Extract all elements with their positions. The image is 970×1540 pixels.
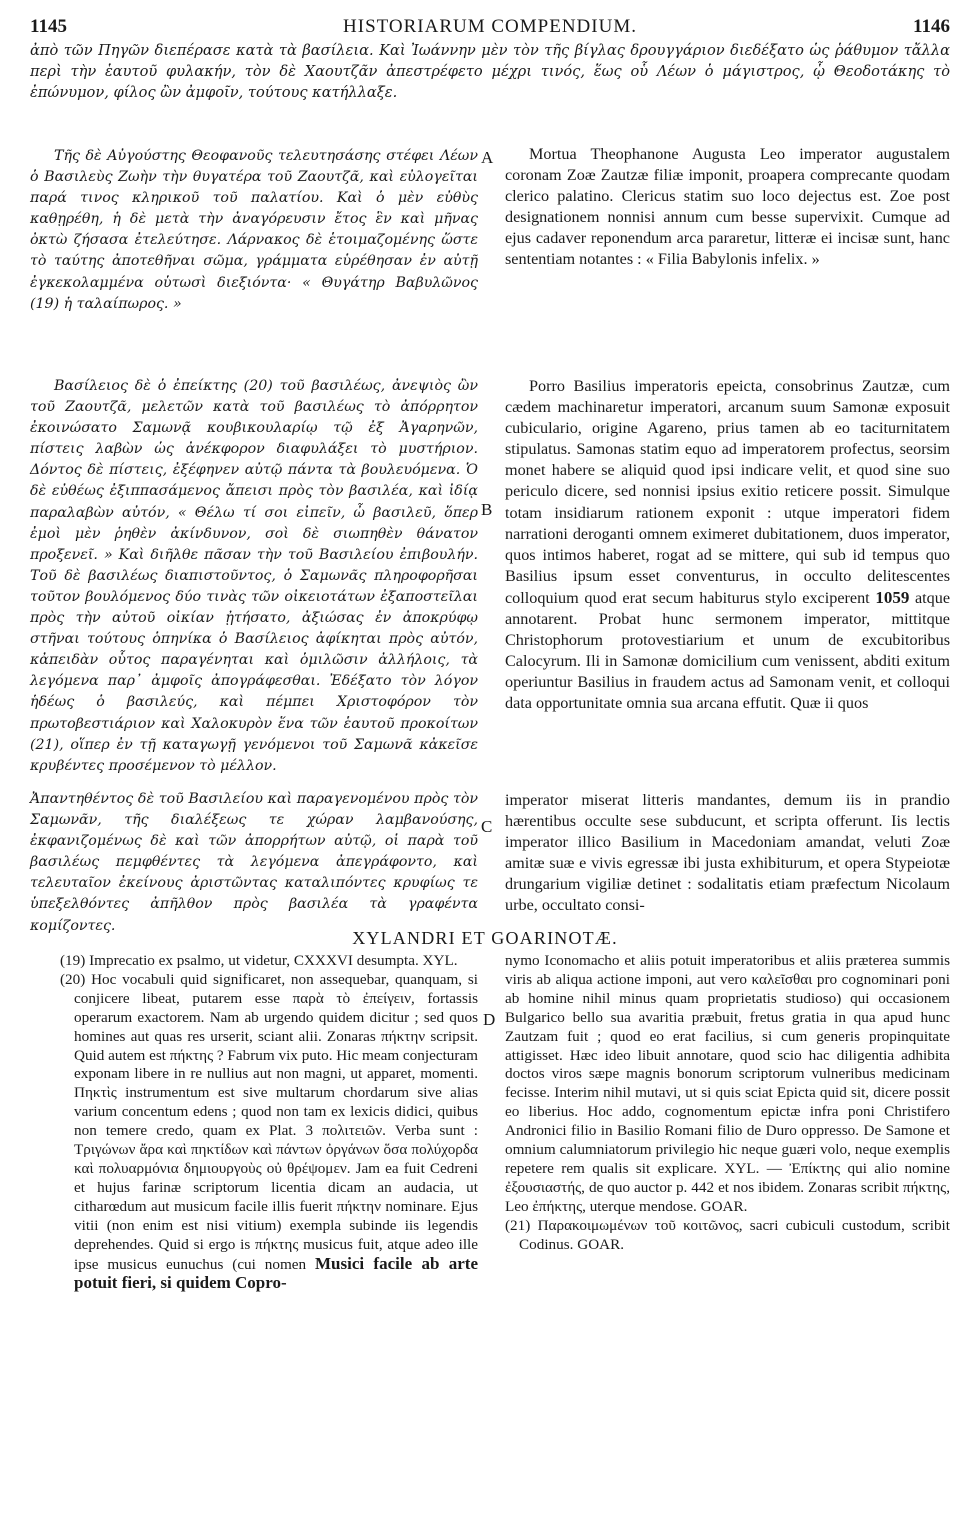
column-number-marker: 1059 [875, 587, 910, 607]
margin-letter-d: D [483, 1010, 496, 1029]
notes-right-column [505, 952, 950, 1255]
margin-letter-c: C [481, 817, 493, 836]
margin-letter-a: A [481, 148, 494, 167]
opening-greek-paragraph: ἀπὸ τῶν Πηγῶν διεπέρασε κατὰ τὰ βασίλεια. Καὶ Ἰωάννην μὲν τὸν τῆς βίγλας δρουγγάριον διεδέξατο ὡς ῥάθυμον τἄλλα περὶ τὴν ἑαυτοῦ φυλακήν, τὸν δὲ Χαουτζᾶν ἀπεστρέφετο μέχρι τινός, ἕως οὗ Λέων ὁ μάγιστρος, ᾧ Θεοδοτάκης τὸ ἐπώνυμον, φίλος ὢν ἀμφοῖν, τούτους κατήλλαξε. [30, 42, 950, 101]
footnote-19: (19) Imprecatio ex psalmo, ut videtur, CXXXVI desumpta. XYL. [60, 952, 458, 969]
latin-column-section-b [505, 376, 950, 715]
latin-text-b-part1: Porro Basilius imperatoris epeicta, consobrinus Zautzæ, cum cædem machinaretur imperatori, arcanum suum Samonæ exposuit cubiculario, origine Agareno, prius tamen ab eo taciturnitatem stipulatus. Samonas statim equo ad imperatorem profectus, seorsim monet habere se aliquid quod ipsi indicare velit, et quod sine suo periculo dicere, sed nonnisi ipsius exitio reticere possit. Simulque totam insidiarum rationem exponit : utque imperatori fidem narrationi deroganti omnem eximeret dubitationem, duos imperator, quos intimos haberet, rogat ad se mittere, qui sub id tempus quo Basilius ipsum esset conventurus, in occulto delitescentes colloquium quod erat secum habiturus stylo exciperent [505, 377, 950, 607]
latin-column-section-a: Mortua Theophanone Augusta Leo imperator augustalem coronam Zoæ Zautzæ filiæ imponit, proapera comprecante quodam clerico palatino. Clericus statim suo loco dejectus est. Zoe post designationem nonnisi annum cum besse supervixit. Cumque ad ejus cadaver reponendum arca pararetur, litteræ ei incisæ sunt, hanc sententiam notantes : « Filia Babylonis infelix. » [505, 145, 950, 269]
footnote-21: (21) Παρακοιμωμένων τοῦ κοιτῶνος, sacri cubiculi custodum, scribit Codinus. GOAR. [505, 1216, 950, 1253]
notes-heading: XYLANDRI ET GOARINOTÆ. [352, 928, 618, 948]
latin-text-b-part2: atque annotarent. Probat hunc sermonem imperator, mittitque Christophorum protovestiarium et unum de excubitoribus Calocyrum. Ili in Samonæ domicilium cum venissent, abditi exitum operiuntur Basilius in fraudem actus ad Samonam venit, et colloqui data opportunitate omnia sua arcana effutit. Quæ ii quos [505, 588, 951, 713]
footnote-20: (20) Hoc vocabuli quid significaret, non assequebar, quanquam, si conjicere libeat, putarem esse παρὰ τὸ ἐπείγειν, fortassis operarum exactorem. Nam ab urgendo quidem dicitur ; sed quos homines aut quas res urserit, sciant alii. Zonaras πήκτην scripsit. Quid autem est πήκτης ? Fabrum vix puto. Hic meam conjecturam exponam libere in re nullius aut non magni, ut apparet, momenti. Πηκτὶς instrumentum est sive multarum chordarum sive alias varium concentum edens ; quod non tam ex lexicis didici, quibus non temere credo, quam ex Plat. 3 πολιτειῶν. Verba sunt : Τριγώνων ἄρα καὶ πηκτίδων καὶ πάντων ὀργάνων ὅσα πολύχορδα καὶ πολυαρμόνια δημιουργοὺς οὐ θρέψομεν. Jam ea fuit Cedreni et hujus farinæ scriptorum licentia dicam an audacia, ut citharœdum aut musicum facile illis fuerit πήκτην nominare. Ejus vitii (non enim est nisi vitium) exempla subinde iis legendis deprehendes. Quid si ergo is πήκτης musicus fuit, atque adeo ille ipse musicus eunuchus (cui nomen Musici facile ab arte potuit fieri, si quidem Copro- [60, 970, 479, 1293]
page-number-right: 1146 [913, 16, 950, 37]
footnote-20-bold-line: Musici facile ab arte potuit fieri, si quidem Copro- [74, 1253, 479, 1293]
greek-column-section-a: Τῆς δὲ Αὐγούστης Θεοφανοῦς τελευτησάσης στέφει Λέων ὁ Βασιλεὺς Ζωὴν τὴν θυγατέρα τοῦ Ζαουτζᾶ, καὶ εὐλογεῖται παρά τινος κληρικοῦ τοῦ παλατίου. Καὶ ὁ μὲν εὐθὺς καθῃρέθη, ἡ δὲ μετὰ τὴν ἀναγόρευσιν ἔτος ἓν καὶ μῆνας ὀκτὼ ζήσασα ἐτελεύτησε. Λάρνακος δὲ ἑτοιμαζομένης ὥστε τὸ ταύτης ἀποτεθῆναι σῶμα, γράμματα εὑρέθησαν ἐν αὐτῇ ἐγκεκολαμμένα οὑτωσὶ διεξιόντα· « Θυγάτηρ Βαβυλῶνος (19) ἡ ταλαίπωρος. » [30, 148, 478, 312]
notes-left-column [60, 952, 478, 1294]
page-header [30, 12, 950, 42]
footnote-20-continued: nymo Iconomacho et aliis potuit imperatoribus et aliis præterea summis viris ab aliqua actione imponi, aut vero καλεῖσθαι pro cognominari poni ab homine nihil minus quam proprietatis studioso) qui occasionem Bulgarico bello sua avaritia præbuit, fretus gratia in qua apud hunc Zautzam fuit ; quod eo erat facilius, si cum generis propinquitate attigisset. Hæc ideo libuit annotare, quod scio hac diligentia adhibita doctos viros sæpe magnis bonorum scriptorum vulneribus medicinam fecisse. Interim nihil mutavi, ut si quis sciat Epicta quid sit, dicere possit eo liberius. Hoc addo, cognomentum epictæ infra poni Christifero Andronici filio in Basilio Romani filio de Duro oppresso. De Samone et omnium calumniatorum privilegio hic neque guæri volo, neque exemplis repetere rem qualis sit explicare. XYL. — Ἐπίκτης qui alio nomine ἐξουσιαστής, de quo auctor p. 442 et nos ibidem. Zonaras scribit πήκτης, Leo ἐπήκτης, uterque mendose. GOAR. [505, 952, 950, 1215]
margin-letter-b: B [481, 500, 493, 519]
running-title: HISTORIARUM COMPENDIUM. [343, 16, 637, 37]
page-number-left: 1145 [30, 16, 67, 37]
greek-column-section-b: Βασίλειος δὲ ὁ ἐπείκτης (20) τοῦ βασιλέως, ἀνεψιὸς ὢν τοῦ Ζαουτζᾶ, μελετῶν κατὰ τοῦ βασιλέως τὸ ἀπόρρητον ἐκοινώσατο Σαμωνᾷ κουβικουλαρίῳ τῷ ἐξ Ἀγαρηνῶν, πίστεις λαβὼν ὡς ἀνέκφορον διαφυλάξει τὸ μυστήριον. Δόντος δὲ πίστεις, ἐξέφηνεν αὐτῷ πάντα τὰ βουλευόμενα. Ὁ δὲ εὐθέως ἐξιππασάμενος ἄπεισι πρὸς τὸν βασιλέα, καὶ ἰδίᾳ παραλαβὼν αὐτόν, « Θέλω τί σοι εἰπεῖν, ὦ βασιλεῦ, ὅπερ ἐμοὶ μὲν ῥηθὲν ἀκίνδυνον, σοὶ δὲ σιωπηθὲν θάνατον προξενεῖ. » Καὶ διῆλθε πᾶσαν τὴν τοῦ Βασιλείου ἐπιβουλήν. Τοῦ δὲ βασιλέως διαπιστοῦντος, ὁ Σαμωνᾶς πληροφορῆσαι τοῦτον βουλόμενος δύο τινὰς τῶν οἰκειοτάτων ἐξαποστεῖλαι πρὸς τὴν αὐτοῦ οἰκίαν ᾐτήσατο, ἀξιώσας ἐν ἀποκρύφῳ στῆναι τούτους ὁπηνίκα ὁ Βασίλειος ἀφίκηται πρὸς αὐτόν, κἀπειδὰν οὗτος παραγένηται καὶ ὁμιλῶσιν ἀλλήλοις, τὰ λεγόμενα παρ᾽ ἀμφοῖς ἀπογράφεσθαι. Ἐδέξατο τὸν λόγον ἡδέως ὁ βασιλεύς, καὶ πέμπει Χριστοφόρον τὸν πρωτοβεστιάριον καὶ Χαλοκυρὸν ἕνα τῶν ἑαυτοῦ προκοίτων (21), οἵπερ ἐν τῇ καταγωγῇ γενόμενοι τοῦ Σαμωνᾶ κἀκεῖσε κρυβέντες προσέμενον τὸ μέλλον. [30, 378, 478, 774]
greek-column-section-c: Ἀπαντηθέντος δὲ τοῦ Βασιλείου καὶ παραγενομένου πρὸς τὸν Σαμωνᾶν, τῆς διαλέξεως τε χώραν λαμβανούσης, ἐκφανιζομένως δὲ καὶ τῶν ἀπορρήτων αὐτῷ, οἱ παρὰ τοῦ βασιλέως πεμφθέντες τὰ λεγόμενα ἀπεγράφοντο, καὶ τελευταῖον ἐκείνους ἀριστῶντας καταλιπόντες κρυφίως τε ὑπεξελθόντες ἀπῆλθον πρὸς βασιλέα τὰ γραφέντα κομίζοντες. [30, 791, 478, 934]
latin-column-section-c: imperator miserat litteris mandantes, demum iis in prandio hærentibus occulte sese subducunt, et scripta offerunt. Iis lectis imperator illico Basilium in Macedoniam amandat, veluti Zoæ amitæ suæ e vivis egressæ ibi justa exhibiturum, et opera Stypeiotæ drungarium vigiliæ detinet : sodalitatis etiam præfectum Nicolaum urbe, occultato consi- [505, 791, 950, 915]
